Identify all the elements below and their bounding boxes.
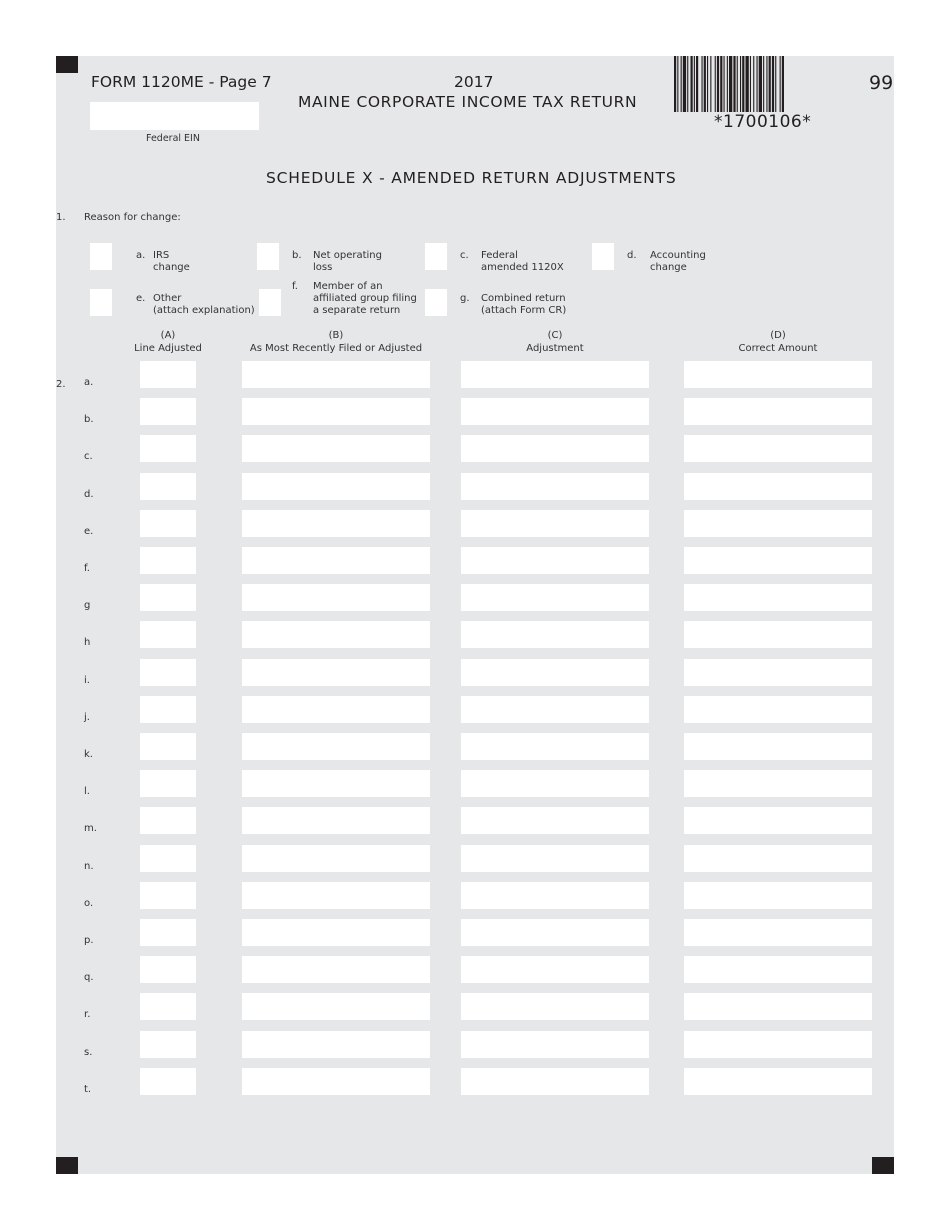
correct-amount-field[interactable]: [684, 361, 872, 388]
line-adjusted-field[interactable]: [140, 398, 196, 425]
barcode-bar: [727, 56, 728, 112]
most-recently-filed-field[interactable]: [242, 659, 430, 686]
registration-mark-bottom-right: [872, 1157, 894, 1174]
reason-a-letter: a.: [136, 250, 146, 261]
barcode-bar: [674, 56, 676, 112]
most-recently-filed-field[interactable]: [242, 696, 430, 723]
adjustment-field[interactable]: [461, 696, 649, 723]
line-adjusted-field[interactable]: [140, 584, 196, 611]
adjustment-field[interactable]: [461, 510, 649, 537]
reason-e-letter: e.: [136, 293, 146, 304]
barcode-bar: [740, 56, 741, 112]
reason-e-text: Other (attach explanation): [153, 293, 255, 316]
most-recently-filed-field[interactable]: [242, 1031, 430, 1058]
reason-g-text: Combined return (attach Form CR): [481, 293, 567, 316]
line2-number: 2.: [56, 379, 66, 390]
correct-amount-field[interactable]: [684, 993, 872, 1020]
barcode-bar: [702, 56, 703, 112]
barcode-bar: [694, 56, 695, 112]
adjustment-field[interactable]: [461, 845, 649, 872]
row-label: l.: [84, 786, 90, 798]
most-recently-filed-field[interactable]: [242, 398, 430, 425]
reason-b-checkbox[interactable]: [257, 243, 279, 270]
reason-g-letter: g.: [460, 293, 470, 304]
barcode-bar: [729, 56, 732, 112]
barcode-bar: [715, 56, 716, 112]
line-adjusted-field[interactable]: [140, 733, 196, 760]
barcode-bar: [746, 56, 749, 112]
barcode-bar: [775, 56, 776, 112]
most-recently-filed-field[interactable]: [242, 435, 430, 462]
reason-g-checkbox[interactable]: [425, 289, 447, 316]
barcode: [674, 56, 854, 112]
barcode-bar: [683, 56, 686, 112]
adjustment-field[interactable]: [461, 361, 649, 388]
row-label: j.: [84, 711, 90, 723]
reason-c-text: Federal amended 1120X: [481, 250, 564, 273]
most-recently-filed-field[interactable]: [242, 1068, 430, 1095]
row-label: r.: [84, 1009, 91, 1021]
correct-amount-field[interactable]: [684, 473, 872, 500]
line-adjusted-field[interactable]: [140, 1068, 196, 1095]
row-label: q.: [84, 972, 94, 984]
most-recently-filed-field[interactable]: [242, 956, 430, 983]
row-label: s.: [84, 1046, 93, 1058]
most-recently-filed-field[interactable]: [242, 770, 430, 797]
row-label: m.: [84, 823, 97, 835]
barcode-bar: [710, 56, 711, 112]
barcode-bar: [687, 56, 688, 112]
correct-amount-field[interactable]: [684, 659, 872, 686]
reason-b-letter: b.: [292, 250, 302, 261]
registration-mark-top-left: [56, 56, 78, 73]
adjustment-field[interactable]: [461, 993, 649, 1020]
line-adjusted-field[interactable]: [140, 621, 196, 648]
barcode-bar: [763, 56, 764, 112]
adjustment-field[interactable]: [461, 398, 649, 425]
line-adjusted-field[interactable]: [140, 807, 196, 834]
most-recently-filed-field[interactable]: [242, 473, 430, 500]
reason-f-text: Member of an affiliated group filing a separate return: [313, 281, 417, 316]
barcode-bar: [750, 56, 751, 112]
page-number: 99: [869, 72, 894, 94]
barcode-text: *1700106*: [714, 112, 812, 132]
adjustment-field[interactable]: [461, 1068, 649, 1095]
correct-amount-field[interactable]: [684, 733, 872, 760]
row-label: i.: [84, 674, 90, 686]
barcode-bar: [769, 56, 771, 112]
correct-amount-field[interactable]: [684, 547, 872, 574]
adjustment-field[interactable]: [461, 435, 649, 462]
line1-number: 1.: [56, 212, 66, 223]
most-recently-filed-field[interactable]: [242, 807, 430, 834]
most-recently-filed-field[interactable]: [242, 733, 430, 760]
reason-d-text: Accounting change: [650, 250, 706, 273]
barcode-bar: [707, 56, 708, 112]
line-adjusted-field[interactable]: [140, 547, 196, 574]
line-adjusted-field[interactable]: [140, 510, 196, 537]
barcode-bar: [696, 56, 698, 112]
row-label: e.: [84, 525, 94, 537]
barcode-bar: [757, 56, 758, 112]
line-adjusted-field[interactable]: [140, 770, 196, 797]
reason-d-checkbox[interactable]: [592, 243, 614, 270]
row-label: t.: [84, 1083, 92, 1095]
line-adjusted-field[interactable]: [140, 659, 196, 686]
correct-amount-field[interactable]: [684, 845, 872, 872]
federal-ein-input[interactable]: [90, 102, 259, 130]
most-recently-filed-field[interactable]: [242, 882, 430, 909]
column-b-heading: (B) As Most Recently Filed or Adjusted: [249, 330, 423, 354]
barcode-bar: [677, 56, 678, 112]
adjustment-field[interactable]: [461, 621, 649, 648]
reason-a-text: IRS change: [153, 250, 190, 273]
adjustment-field[interactable]: [461, 1031, 649, 1058]
correct-amount-field[interactable]: [684, 1068, 872, 1095]
row-label: h: [84, 637, 91, 649]
row-label: a.: [84, 377, 94, 388]
row-label: o.: [84, 897, 94, 909]
barcode-bar: [753, 56, 754, 112]
row-label: p.: [84, 935, 94, 946]
registration-mark-bottom-left: [56, 1157, 78, 1174]
line-adjusted-field[interactable]: [140, 435, 196, 462]
correct-amount-field[interactable]: [684, 807, 872, 834]
barcode-bar: [782, 56, 784, 112]
column-c-heading: (C) Adjustment: [526, 330, 584, 354]
most-recently-filed-field[interactable]: [242, 584, 430, 611]
line-adjusted-field[interactable]: [140, 845, 196, 872]
most-recently-filed-field[interactable]: [242, 547, 430, 574]
adjustment-field[interactable]: [461, 473, 649, 500]
barcode-bar: [691, 56, 693, 112]
line-adjusted-field[interactable]: [140, 956, 196, 983]
correct-amount-field[interactable]: [684, 956, 872, 983]
adjustment-field[interactable]: [461, 882, 649, 909]
correct-amount-field[interactable]: [684, 510, 872, 537]
correct-amount-field[interactable]: [684, 1031, 872, 1058]
most-recently-filed-field[interactable]: [242, 361, 430, 388]
barcode-bar: [772, 56, 774, 112]
barcode-bar: [704, 56, 706, 112]
adjustment-field[interactable]: [461, 770, 649, 797]
adjustment-field[interactable]: [461, 659, 649, 686]
barcode-bar: [681, 56, 682, 112]
barcode-bar: [780, 56, 781, 112]
tax-year: 2017: [454, 73, 494, 91]
line-adjusted-field[interactable]: [140, 882, 196, 909]
adjustment-field[interactable]: [461, 919, 649, 946]
correct-amount-field[interactable]: [684, 621, 872, 648]
barcode-bar: [759, 56, 762, 112]
correct-amount-field[interactable]: [684, 696, 872, 723]
row-label: d.: [84, 488, 94, 500]
adjustment-field[interactable]: [461, 547, 649, 574]
line-adjusted-field[interactable]: [140, 696, 196, 723]
federal-ein-label: Federal EIN: [146, 133, 200, 144]
most-recently-filed-field[interactable]: [242, 919, 430, 946]
correct-amount-field[interactable]: [684, 398, 872, 425]
correct-amount-field[interactable]: [684, 882, 872, 909]
reason-d-letter: d.: [627, 250, 637, 261]
form-id: FORM 1120ME - Page 7: [91, 73, 272, 91]
correct-amount-field[interactable]: [684, 770, 872, 797]
most-recently-filed-field[interactable]: [242, 510, 430, 537]
line-adjusted-field[interactable]: [140, 993, 196, 1020]
adjustment-field[interactable]: [461, 807, 649, 834]
line-adjusted-field[interactable]: [140, 473, 196, 500]
correct-amount-field[interactable]: [684, 919, 872, 946]
return-title: MAINE CORPORATE INCOME TAX RETURN: [298, 93, 638, 111]
most-recently-filed-field[interactable]: [242, 993, 430, 1020]
column-d-heading: (D) Correct Amount: [738, 330, 818, 354]
row-label: n.: [84, 860, 94, 872]
reason-c-checkbox[interactable]: [425, 243, 447, 270]
barcode-bar: [720, 56, 722, 112]
column-a-heading: (A) Line Adjusted: [134, 330, 202, 354]
barcode-bar: [737, 56, 738, 112]
row-label: b.: [84, 414, 94, 426]
correct-amount-field[interactable]: [684, 435, 872, 462]
row-label: g: [84, 600, 91, 612]
line1-label: Reason for change:: [84, 212, 181, 223]
line-adjusted-field[interactable]: [140, 361, 196, 388]
most-recently-filed-field[interactable]: [242, 621, 430, 648]
reason-f-checkbox[interactable]: [259, 289, 281, 316]
reason-a-checkbox[interactable]: [90, 243, 112, 270]
reason-b-text: Net operating loss: [313, 250, 382, 273]
correct-amount-field[interactable]: [684, 584, 872, 611]
reason-c-letter: c.: [460, 250, 469, 261]
adjustment-field[interactable]: [461, 956, 649, 983]
reason-e-checkbox[interactable]: [90, 289, 112, 316]
line-adjusted-field[interactable]: [140, 1031, 196, 1058]
adjustment-field[interactable]: [461, 733, 649, 760]
barcode-bar: [742, 56, 744, 112]
most-recently-filed-field[interactable]: [242, 845, 430, 872]
barcode-bar: [766, 56, 767, 112]
reason-f-letter: f.: [292, 281, 298, 292]
adjustment-field[interactable]: [461, 584, 649, 611]
barcode-bar: [724, 56, 725, 112]
row-label: f.: [84, 563, 90, 574]
barcode-bar: [717, 56, 719, 112]
row-label: c.: [84, 451, 93, 463]
schedule-title: SCHEDULE X - AMENDED RETURN ADJUSTMENTS: [266, 169, 677, 187]
line-adjusted-field[interactable]: [140, 919, 196, 946]
row-label: k.: [84, 749, 93, 760]
barcode-bar: [733, 56, 735, 112]
